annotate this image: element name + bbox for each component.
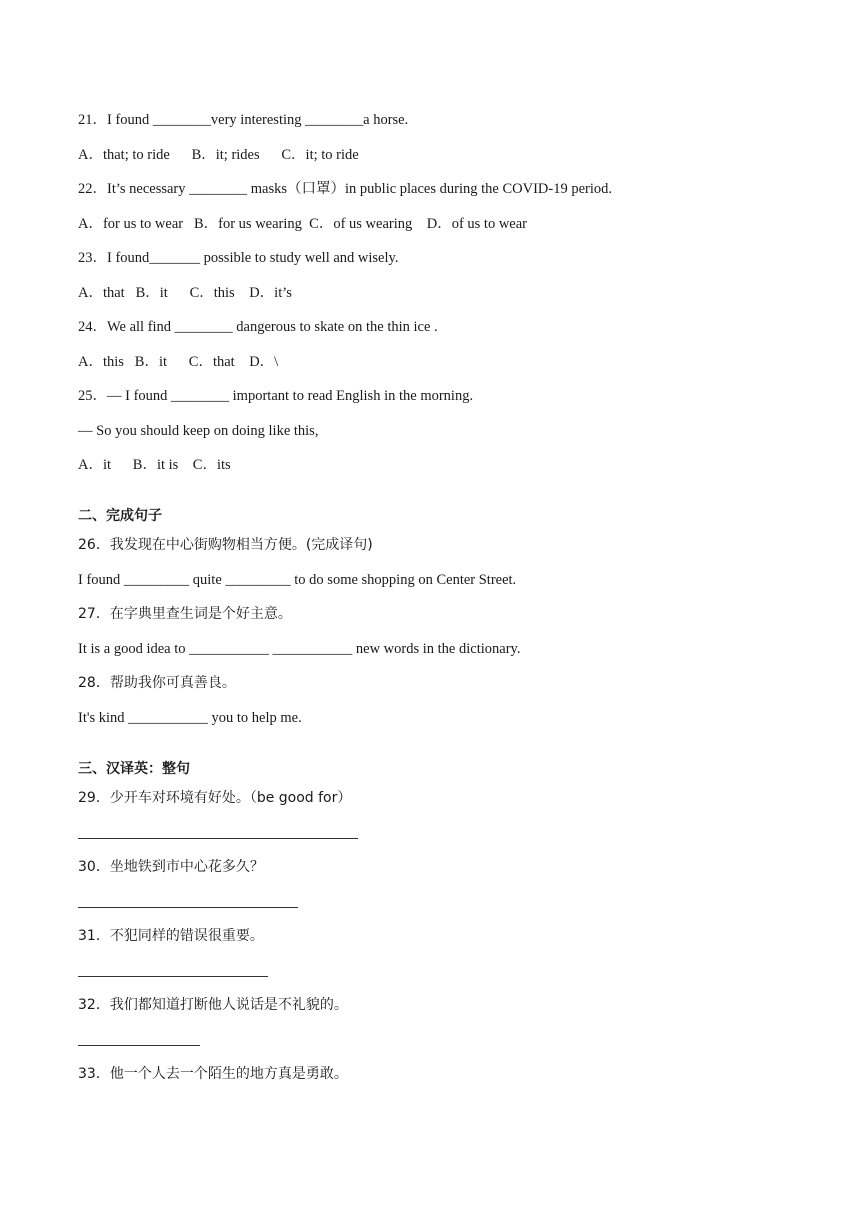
question-24: 24．We all find ________ dangerous to skate on the thin ice .: [78, 319, 438, 335]
answer-line-31[interactable]: [78, 976, 268, 977]
question-28: 28．帮助我你可真善良。: [78, 675, 236, 691]
question-32: 32．我们都知道打断他人说话是不礼貌的。: [78, 997, 348, 1013]
section-heading-translation: 三、汉译英：整句: [78, 761, 190, 777]
question-25: 25．— I found ________ important to read English in the morning.: [78, 388, 474, 404]
question-24-options: A．this B．it C．that D．\: [78, 354, 279, 370]
question-23-options: A．that B．it C．this D．it’s: [78, 285, 292, 301]
question-27-sentence: It is a good idea to ___________ ___________ new words in the dictionary.: [78, 641, 521, 657]
answer-line-32[interactable]: [78, 1045, 200, 1046]
question-27: 27．在字典里查生词是个好主意。: [78, 606, 292, 622]
question-23: 23．I found_______ possible to study well and wisely.: [78, 250, 399, 266]
question-25-reply: — So you should keep on doing like this,: [78, 423, 319, 439]
question-21: 21．I found ________very interesting ________a horse.: [78, 112, 409, 128]
answer-line-30[interactable]: [78, 907, 298, 908]
question-26: 26．我发现在中心街购物相当方便。(完成译句): [78, 537, 373, 553]
question-31: 31．不犯同样的错误很重要。: [78, 928, 264, 944]
question-26-sentence: I found _________ quite _________ to do some shopping on Center Street.: [78, 572, 517, 588]
question-29: 29．少开车对环境有好处。（be good for）: [78, 790, 352, 806]
question-33: 33．他一个人去一个陌生的地方真是勇敢。: [78, 1066, 348, 1082]
question-21-options: A．that; to ride B．it; rides C．it; to ride: [78, 147, 359, 163]
question-22: 22．It’s necessary ________ masks（口罩）in public places during the COVID-19 period.: [78, 181, 612, 197]
question-30: 30．坐地铁到市中心花多久？: [78, 859, 264, 875]
question-28-sentence: It's kind ___________ you to help me.: [78, 710, 302, 726]
answer-line-29[interactable]: [78, 838, 358, 839]
section-heading-complete-sentences: 二、完成句子: [78, 508, 162, 524]
question-22-options: A．for us to wear B．for us wearing C．of us wearing D．of us to wear: [78, 216, 528, 232]
question-25-options: A．it B．it is C．its: [78, 457, 231, 473]
